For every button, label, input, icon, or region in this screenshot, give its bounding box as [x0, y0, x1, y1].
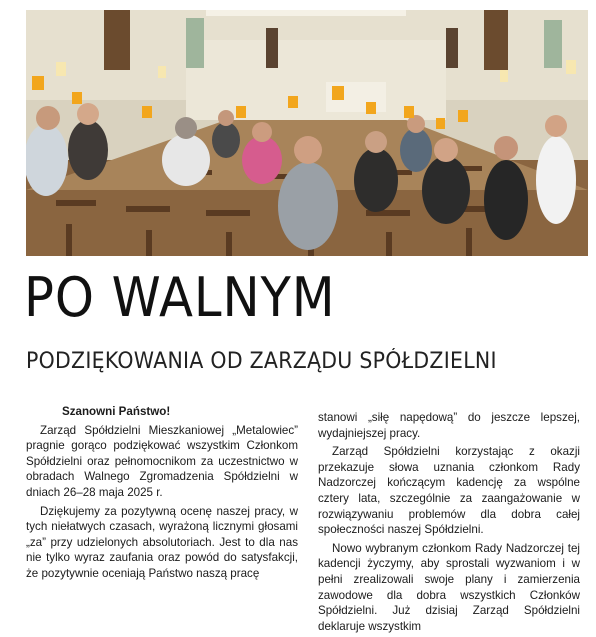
article-column-right	[318, 410, 580, 637]
headline: PO WALNYM	[24, 266, 336, 329]
meeting-photo	[26, 10, 588, 256]
article-column-left	[26, 404, 298, 585]
paragraph: Zarząd Spółdzielni Mieszkaniowej „Metalowiec” pragnie gorąco podziękować wszystkim Członkom Spółdzielni oraz pełnomocnikom za uczestnictwo w obradach Walnego Zgromadzenia Spółdzielni w dniach 26–28 maja 2025 r.	[26, 423, 298, 499]
paragraph: stanowi „siłę napędową” do jeszcze lepszej, wydajniejszej pracy.	[318, 411, 580, 440]
meeting-photo-illustration	[26, 10, 588, 256]
greeting: Szanowni Państwo!	[62, 405, 171, 418]
paragraph: Dziękujemy za pozytywną ocenę naszej pracy, w tych niełatwych czasach, wyrażoną licznymi głosami „za” przy udzielonych absolutoriach. Jest to dla nas nie tylko wyraz zaufania oraz powód do satysfakcji, że pozytywnie oceniają Państwo naszą pracę	[26, 504, 298, 580]
subheadline: PODZIĘKOWANIA OD ZARZĄDU SPÓŁDZIELNI	[26, 349, 497, 374]
paragraph: Nowo wybranym członkom Rady Nadzorczej tej kadencji życzymy, aby sprostali wyzwaniom i w pełni zrealizowali swoje plany i zamierzenia zawodowe dla dobra wszystkich Członków Spółdzielni. Już dzisiaj Zarząd Spółdzielni deklaruje wszystkim	[318, 541, 580, 633]
paragraph: Zarząd Spółdzielni korzystając z okazji przekazuje słowa uznania członkom Rady Nadzorczej kończącym kadencję za wspólne cztery lata, szczególnie za zaangażowanie w rozwiązywaniu problemów dla dobra całej społeczności naszej Spółdzielni.	[318, 445, 580, 537]
